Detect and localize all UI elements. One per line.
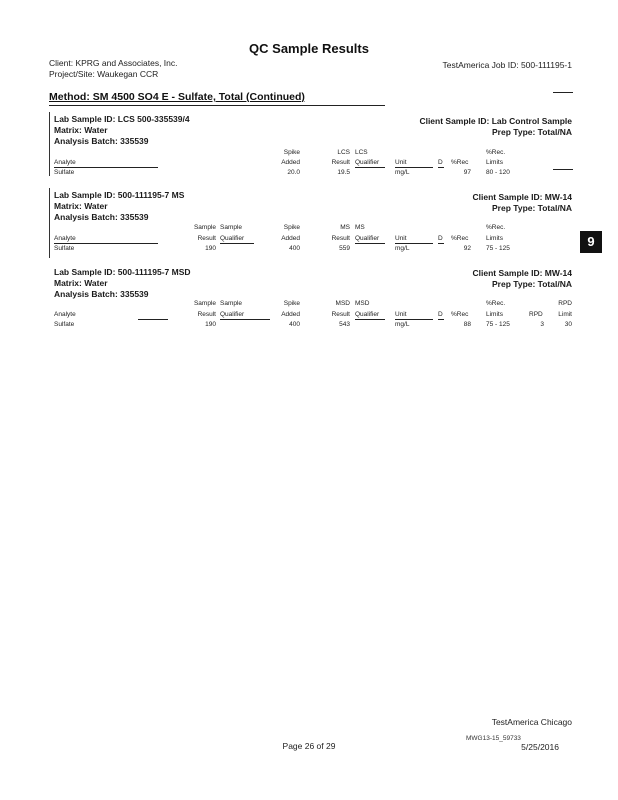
col-header: Result: [331, 235, 350, 242]
sample-result-cell: 190: [205, 245, 216, 252]
col-header: Spike: [283, 300, 300, 307]
sample-result-cell: 190: [205, 321, 216, 328]
col-header: LCS: [337, 149, 350, 156]
col-header: MSD: [355, 300, 370, 307]
rec-cell: 92: [463, 245, 471, 252]
header-rule: [355, 243, 385, 244]
col-header: Limits: [486, 235, 503, 242]
method-heading: Method: SM 4500 SO4 E - Sulfate, Total (Continued): [49, 91, 305, 103]
col-header: Unit: [395, 235, 407, 242]
col-header: Unit: [395, 159, 407, 166]
col-header: %Rec: [451, 235, 469, 242]
col-header: Sample: [220, 300, 243, 307]
header-mark: [553, 92, 573, 93]
header-rule: [395, 167, 433, 168]
prep-type: Prep Type: Total/NA: [492, 279, 572, 289]
col-header: Qualifier: [355, 235, 380, 242]
header-rule: [220, 319, 270, 320]
unit-cell: mg/L: [395, 321, 410, 328]
unit-cell: mg/L: [395, 169, 410, 176]
limits-cell: 80 - 120: [486, 169, 510, 176]
project-site: Project/Site: Waukegan CCR: [49, 69, 159, 79]
col-header: MS: [355, 224, 365, 231]
prep-type: Prep Type: Total/NA: [492, 203, 572, 213]
col-header: RPD: [558, 300, 572, 307]
col-header: D: [438, 311, 443, 318]
analyte-cell: Sulfate: [54, 245, 75, 252]
col-header: Result: [331, 159, 350, 166]
col-header: Added: [281, 159, 300, 166]
header-rule: [438, 167, 444, 168]
header-rule: [138, 319, 168, 320]
job-id: TestAmerica Job ID: 500-111195-1: [442, 60, 572, 70]
header-rule: [395, 319, 433, 320]
col-header: Spike: [283, 149, 300, 156]
col-header: %Rec.: [486, 224, 506, 231]
client-sample-id: Client Sample ID: Lab Control Sample: [419, 116, 572, 126]
col-header: Sample: [220, 224, 243, 231]
spike-added-cell: 400: [289, 245, 300, 252]
col-header: D: [438, 159, 443, 166]
block-margin-line: [49, 112, 50, 176]
client-sample-id: Client Sample ID: MW-14: [472, 192, 572, 202]
rpd-cell: 3: [540, 321, 544, 328]
report-date: 5/25/2016: [521, 742, 559, 752]
limits-cell: 75 - 125: [486, 321, 510, 328]
client-name: Client: KPRG and Associates, Inc.: [49, 58, 178, 68]
analyte-cell: Sulfate: [54, 321, 75, 328]
result-cell: 543: [339, 321, 350, 328]
col-header: Analyte: [54, 311, 76, 318]
result-cell: 19.5: [337, 169, 350, 176]
header-rule: [438, 243, 444, 244]
col-header: Qualifier: [220, 235, 245, 242]
col-header: D: [438, 235, 443, 242]
page-number: Page 26 of 29: [282, 741, 336, 751]
analysis-batch: Analysis Batch: 335539: [54, 212, 149, 222]
col-header: Qualifier: [220, 311, 245, 318]
col-header: Limit: [558, 311, 572, 318]
col-header: %Rec.: [486, 300, 506, 307]
method-divider: [49, 105, 385, 106]
col-header: Limits: [486, 311, 503, 318]
matrix: Matrix: Water: [54, 125, 108, 135]
col-header: Spike: [283, 224, 300, 231]
col-header: Analyte: [54, 159, 76, 166]
col-header: %Rec: [451, 159, 469, 166]
header-rule: [355, 319, 385, 320]
header-rule: [395, 243, 433, 244]
rec-cell: 97: [463, 169, 471, 176]
header-rule: [54, 167, 158, 168]
matrix: Matrix: Water: [54, 278, 108, 288]
analyte-cell: Sulfate: [54, 169, 75, 176]
document-code: MWG13-15_59733: [466, 735, 521, 742]
spike-added-cell: 20.0: [287, 169, 300, 176]
col-header: Added: [281, 235, 300, 242]
col-header: %Rec.: [486, 149, 506, 156]
rpd-limit-cell: 30: [564, 321, 572, 328]
col-header: Qualifier: [355, 311, 380, 318]
col-header: RPD: [529, 311, 543, 318]
col-header: Limits: [486, 159, 503, 166]
col-header: Sample: [193, 224, 216, 231]
result-cell: 559: [339, 245, 350, 252]
col-header: MSD: [335, 300, 350, 307]
lab-sample-id: Lab Sample ID: 500-111195-7 MSD: [54, 267, 191, 277]
analysis-batch: Analysis Batch: 335539: [54, 289, 149, 299]
col-header: %Rec: [451, 311, 469, 318]
col-header: Unit: [395, 311, 407, 318]
header-rule: [553, 169, 573, 170]
unit-cell: mg/L: [395, 245, 410, 252]
col-header: Analyte: [54, 235, 76, 242]
lab-sample-id: Lab Sample ID: 500-111195-7 MS: [54, 190, 185, 200]
col-header: Result: [197, 235, 216, 242]
client-sample-id: Client Sample ID: MW-14: [472, 268, 572, 278]
col-header: LCS: [355, 149, 368, 156]
limits-cell: 75 - 125: [486, 245, 510, 252]
lab-sample-id: Lab Sample ID: LCS 500-335539/4: [54, 114, 190, 124]
col-header: Result: [331, 311, 350, 318]
col-header: Result: [197, 311, 216, 318]
page-title: QC Sample Results: [249, 41, 369, 56]
lab-name: TestAmerica Chicago: [491, 717, 572, 727]
header-rule: [355, 167, 385, 168]
header-rule: [438, 319, 444, 320]
rec-cell: 88: [463, 321, 471, 328]
col-header: Sample: [193, 300, 216, 307]
block-margin-line: [49, 188, 50, 258]
col-header: Qualifier: [355, 159, 380, 166]
analysis-batch: Analysis Batch: 335539: [54, 136, 149, 146]
spike-added-cell: 400: [289, 321, 300, 328]
section-tab: 9: [580, 231, 602, 253]
col-header: MS: [340, 224, 350, 231]
header-rule: [54, 243, 158, 244]
col-header: Added: [281, 311, 300, 318]
header-rule: [220, 243, 254, 244]
matrix: Matrix: Water: [54, 201, 108, 211]
prep-type: Prep Type: Total/NA: [492, 127, 572, 137]
